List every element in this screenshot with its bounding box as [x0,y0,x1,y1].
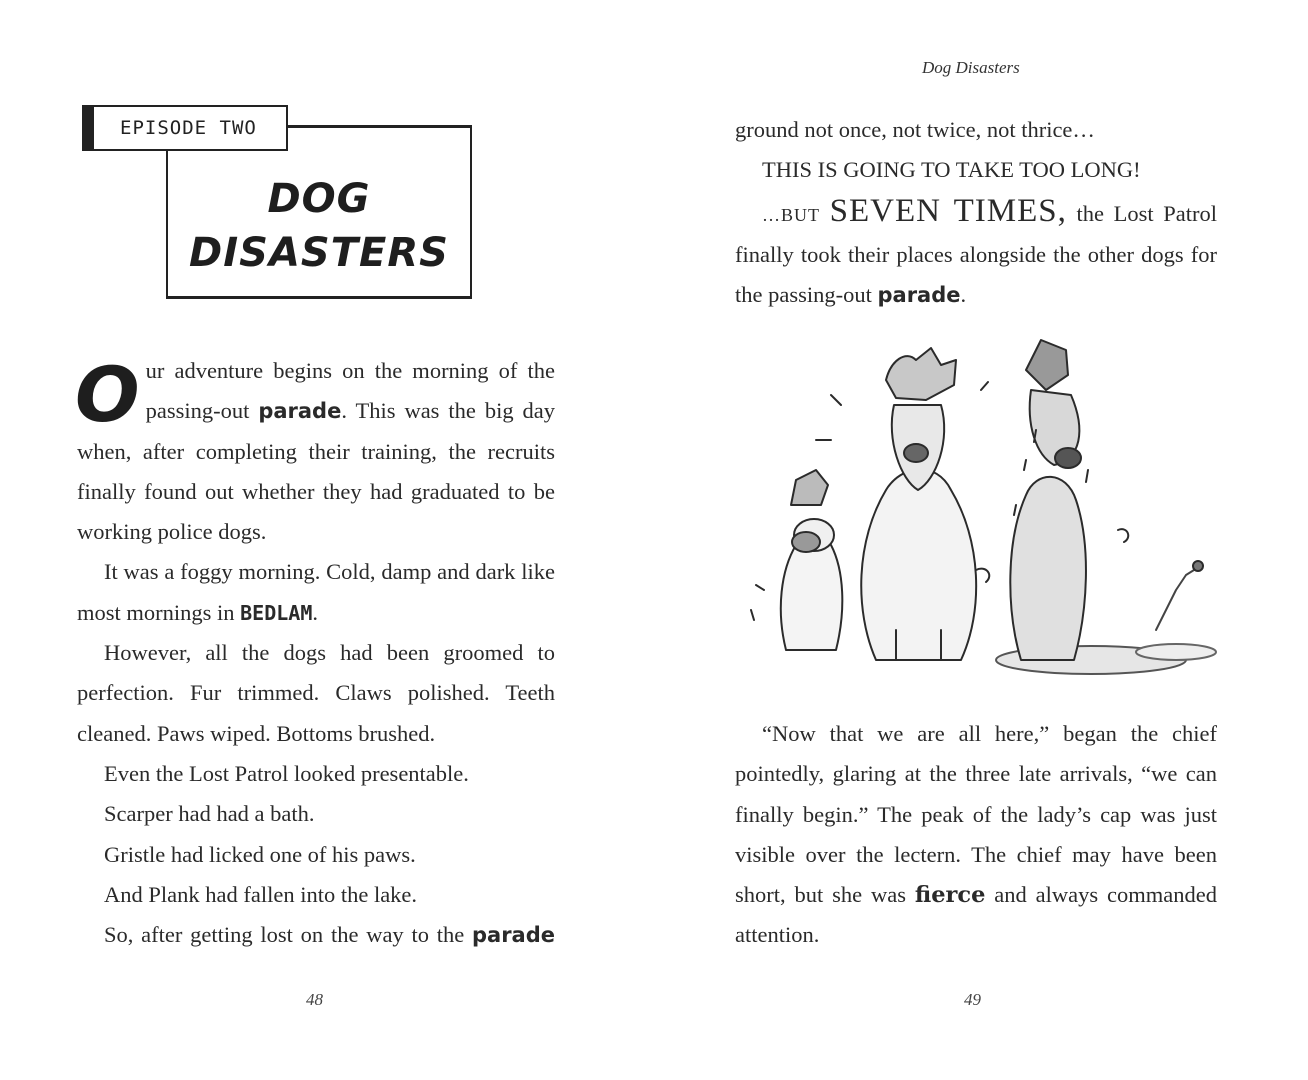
text-run: the Lost Patrol finally took their places alongside the other dogs for the passing-out [735,200,1218,308]
seven-times-text: SEVEN TIMES, [829,192,1067,229]
right-body-text-top [735,110,1217,315]
chapter-title-line-1: DOG [267,176,371,222]
chapter-title-line-2: DISASTERS [189,230,449,276]
text-run: . This was the big day when, after completing their training, the recruits finally found out whether they had graduated to be working police dogs. [77,398,556,545]
text-run: and always commanded attention. [735,882,1217,948]
chapter-title-frame [166,125,472,299]
paragraph [77,552,555,633]
page-number: 48 [306,990,323,1009]
paragraph: Even the Lost Patrol looked presentable. [104,760,469,786]
fierce-word: fierce [914,882,986,909]
parade-word: parade [471,923,555,948]
paragraph [77,915,555,955]
dogs-illustration [736,330,1236,700]
paragraph: However, all the dogs had been groomed to perfection. Fur trimmed. Claws polished. Teeth cleaned. Paws wiped. Bottoms brushed. [77,640,555,746]
paragraph [77,351,555,552]
text-run: It was a foggy morning. Cold, damp and dark like most mornings in [77,559,555,625]
chapter-title [168,172,470,280]
paragraph: Scarper had had a bath. [104,801,315,827]
paragraph: Gristle had licked one of his paws. [104,841,416,867]
paragraph: THIS IS GOING TO TAKE TOO LONG! [762,157,1141,183]
page-number: 49 [964,990,981,1009]
paragraph [735,191,1217,316]
right-body-text-bottom [735,714,1217,956]
text-run: ur adventure begins on the morning of the passing-out [145,358,555,424]
bedlam-word: BEDLAM [240,600,313,625]
text-run: “Now that we are all here,” began the chief pointedly, glaring at the three late arrivals, “we can finally begin.” The peak of the lady’s cap was just visible over the lectern. The chief may have been short, but she was [735,721,1217,908]
paragraph: And Plank had fallen into the lake. [104,881,418,907]
chapter-title-box [82,105,474,301]
text-run: . [960,282,967,308]
text-run: . [312,599,319,625]
paragraph [735,714,1217,956]
episode-label: EPISODE TWO [82,105,288,151]
right-page [654,0,1308,1080]
text-run: So, after getting lost on the way to the [104,922,472,948]
paragraph: ground not once, not twice, not thrice… [735,117,1095,142]
parade-word: parade [258,399,342,424]
small-caps-text: …BUT [762,204,820,225]
running-head: Dog Disasters [922,58,1020,77]
parade-word: parade [877,283,961,308]
left-body-text [77,351,555,955]
drop-cap: O [75,350,140,439]
